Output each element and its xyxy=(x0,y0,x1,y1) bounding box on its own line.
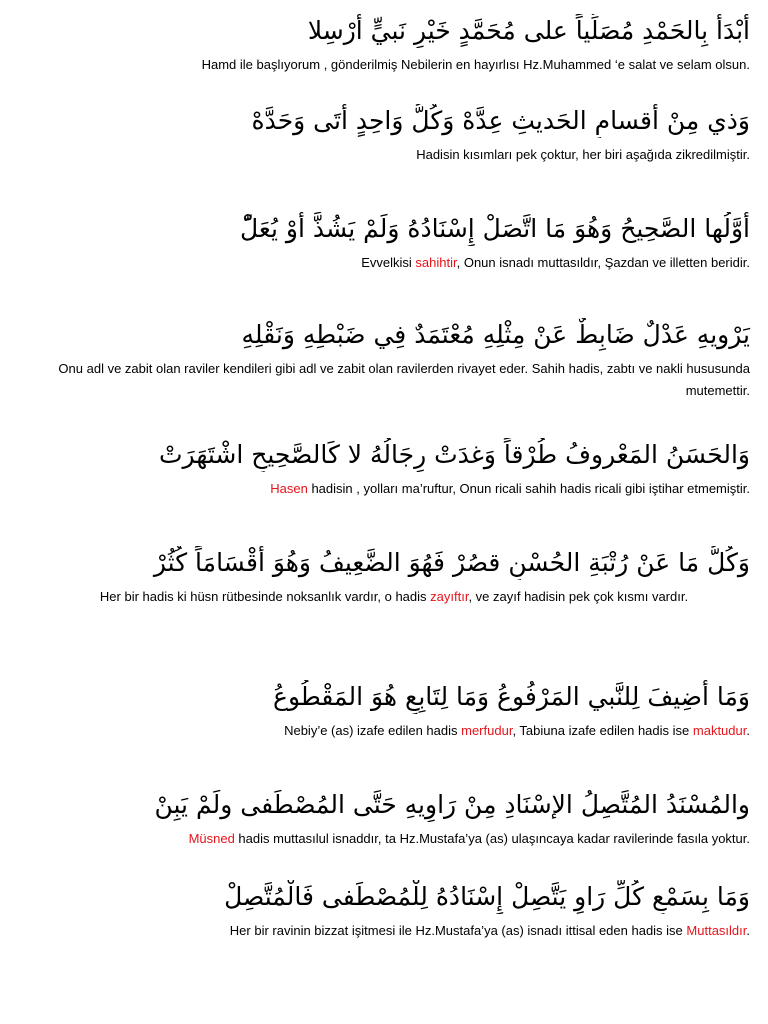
verse-block xyxy=(0,546,768,608)
translation-text: hadisin , yolları ma’ruftur, Onun ricali sahih hadis ricali gibi iştihar etmemiştir. xyxy=(307,481,750,496)
translation-text: Nebiy’e (as) izafe edilen hadis xyxy=(284,723,462,738)
arabic-verse: وَمَا بِسَمْعِ كُلِّ رَاوٍ يَتَّصِلْ إِسْنَادُهُ لِلْمُصْطَفى فَالْمُتَّصِلْ xyxy=(224,882,750,911)
translation-text: Evvelkisi xyxy=(361,255,416,270)
translation-text: , Tabiuna izafe edilen hadis ise xyxy=(512,723,693,738)
verse-block xyxy=(0,880,768,942)
arabic-verse: وَالحَسَنُ المَعْروفُ طُرْقاً وَغدَتْ رِجَالُهُ لا كَالصَّحِيحِ اشْتَهَرَتْ xyxy=(158,440,750,469)
verse-block xyxy=(0,212,768,274)
verse-block xyxy=(0,14,768,76)
arabic-verse: أَبْدَأُ بِالحَمْدِ مُصَلِّياً على مُحَمَّدٍ خَيْرِ نَبيٍّ أُرْسِلا xyxy=(307,16,750,45)
highlighted-term: Hasen xyxy=(270,481,308,496)
translation-text: Her bir hadis ki hüsn rütbesinde noksanlık vardır, o hadis xyxy=(99,589,431,604)
highlighted-term: sahihtir xyxy=(415,255,457,270)
verse-block xyxy=(0,680,768,742)
turkish-translation xyxy=(0,144,768,166)
turkish-translation xyxy=(0,358,768,402)
arabic-verse: وَمَا أُضِيفَ لِلنَّبي المَرْفُوعُ وَمَا لِتَابِعٍ هُوَ المَقْطُوعُ xyxy=(273,682,750,711)
arabic-verse: يَرْويهِ عَدْلٌ ضَابِطٌ عَنْ مِثْلِهِ مُعْتَمَدٌ فِي ضَبْطِهِ وَنَقْلِهِ xyxy=(241,320,750,349)
highlighted-term: Muttasıldır xyxy=(686,923,747,938)
highlighted-term: merfudur xyxy=(461,723,513,738)
turkish-translation xyxy=(0,828,768,850)
verse-block xyxy=(0,788,768,850)
translation-text: . xyxy=(746,723,750,738)
turkish-translation xyxy=(0,720,768,742)
highlighted-term: zayıftır xyxy=(430,589,469,604)
turkish-translation xyxy=(0,252,768,274)
turkish-translation xyxy=(0,54,768,76)
arabic-verse: وَذي مِنْ أقسامِ الحَديثِ عِدَّهْ وَكُلُّ وَاحِدٍ أَتَى وَحَدَّهْ xyxy=(251,106,750,135)
highlighted-term: Müsned xyxy=(188,831,235,846)
translation-text: hadis muttasılul isnaddır, ta Hz.Mustafa’ya (as) ulaşıncaya kadar ravilerinde fasıla yoktur. xyxy=(234,831,750,846)
turkish-translation xyxy=(0,920,768,942)
verse-block xyxy=(0,104,768,166)
translation-text: , Onun isnadı muttasıldır, Şazdan ve illetten beridir. xyxy=(456,255,750,270)
translation-text: Hamd ile başlıyorum , gönderilmiş Nebilerin en hayırlısı Hz.Muhammed ‘e salat ve selam olsun. xyxy=(201,57,750,72)
highlighted-term: maktudur xyxy=(692,723,747,738)
translation-text: , ve zayıf hadisin pek çok kısmı vardır. xyxy=(468,589,689,604)
translation-text: Her bir ravinin bizzat işitmesi ile Hz.Mustafa’ya (as) isnadı ittisal eden hadis ise xyxy=(229,923,687,938)
verse-block xyxy=(0,438,768,500)
verse-block xyxy=(0,318,768,402)
translation-text: Hadisin kısımları pek çoktur, her biri aşağıda zikredilmiştir. xyxy=(416,147,750,162)
arabic-verse: أَوَّلُها الصَّحِيحُ وَهُوَ مَا اتَّصَلْ إِسْنَادُهُ وَلَمْ يَشُذَّ أَوْ يُعَلّْ xyxy=(239,214,750,243)
turkish-translation xyxy=(0,478,768,500)
arabic-verse: والمُسْنَدُ المُتَّصِلُ الإسْنَادِ مِنْ رَاوِيهِ حَتَّى المُصْطَفى ولَمْ يَبِنْ xyxy=(154,790,750,819)
arabic-verse: وَكُلُّ مَا عَنْ رُتْبَةِ الحُسْنِ قصُرْ فَهُوَ الضَّعِيفُ وَهُوَ أَقْسَامَاً كُثُرْ xyxy=(153,548,750,577)
translation-text: . xyxy=(746,923,750,938)
turkish-translation xyxy=(0,586,768,608)
translation-text: Onu adl ve zabit olan raviler kendileri gibi adl ve zabit olan ravilerden rivayet eder. Sahih hadis, zabtı ve nakli hususunda mutemettir. xyxy=(58,361,750,398)
